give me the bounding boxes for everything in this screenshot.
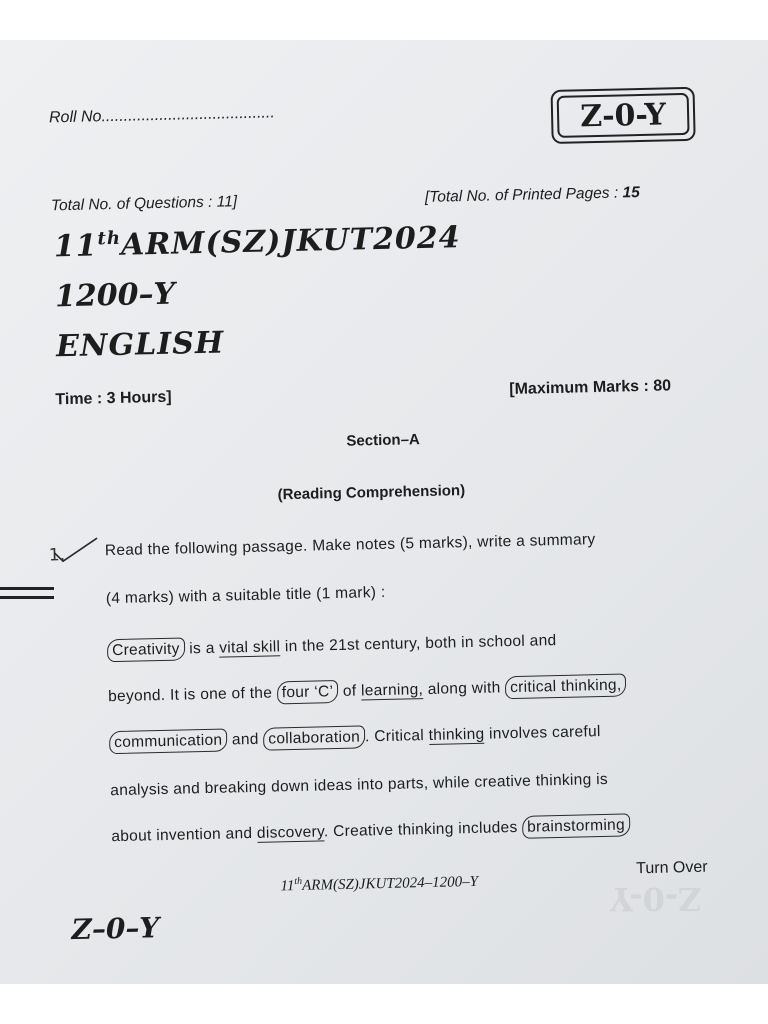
passage-text: is a: [189, 639, 215, 658]
roll-dots: ......................................: [105, 104, 275, 126]
passage-text: of: [342, 682, 357, 700]
exam-page: [0, 40, 768, 984]
paper-title-sup: th: [97, 227, 122, 250]
subject-title: ENGLISH: [55, 325, 225, 365]
passage-text: along with: [427, 679, 501, 698]
underlined-learning: learning,: [360, 681, 424, 700]
question-instruction-line1: Read the following passage. Make notes (5 marks), write a summary: [104, 531, 596, 560]
passage-text: beyond. It is one of the: [107, 684, 273, 706]
passage-line-4: analysis and breaking down ideas into parts, while creative thinking is: [110, 770, 609, 800]
passage-text: involves careful: [488, 723, 601, 743]
page-content: [0, 40, 768, 984]
circled-word-creativity: Creativity: [107, 637, 185, 662]
paper-code-box: [551, 87, 696, 144]
footer-code-rest: ARM(SZ)JKUT2024–1200–Y: [301, 873, 479, 894]
passage-text: and: [231, 730, 259, 749]
total-questions: Total No. of Questions : 11]: [50, 193, 238, 215]
total-pages-label: [Total No. of Printed Pages :: [424, 184, 619, 206]
turn-over-note: Turn Over: [636, 858, 708, 878]
total-pages: [425, 184, 640, 207]
underlined-thinking: thinking: [428, 725, 485, 744]
passage-line-2: [108, 676, 627, 706]
total-pages-value: 15: [622, 184, 640, 202]
corner-paper-code: Z–0–Y: [71, 911, 160, 947]
circled-collaboration: collaboration: [263, 725, 365, 750]
passage-line-3: [109, 723, 601, 752]
circled-critical-thinking: critical thinking,: [505, 673, 627, 699]
paper-title-prefix: 11: [53, 228, 99, 265]
passage-text: . Critical: [364, 727, 425, 746]
circled-brainstorming: brainstorming: [522, 813, 630, 838]
footer-code-prefix: 11: [280, 878, 295, 895]
paper-title-rest: ARM(SZ)JKUT2024: [120, 220, 461, 263]
passage-line-1: [107, 632, 557, 660]
passage-text: about invention and: [111, 824, 253, 846]
margin-mark-line: [0, 587, 54, 590]
underlined-discovery: discovery: [256, 823, 325, 842]
paper-subcode: 1200–Y: [54, 276, 176, 315]
question-instruction-line2: (4 marks) with a suitable title (1 mark) :: [105, 583, 386, 608]
section-subtitle: (Reading Comprehension): [277, 482, 466, 504]
paper-title: [54, 220, 461, 264]
passage-text: in the 21st century, both in school and: [284, 632, 557, 656]
max-marks: [Maximum Marks : 80: [509, 377, 672, 399]
passage-line-5: [111, 816, 630, 846]
paper-code: Z-0-Y: [557, 93, 690, 138]
bleed-through-watermark: Z-0-Y: [610, 880, 702, 918]
margin-mark-line: [0, 596, 54, 599]
circled-four-c: four ‘C’: [277, 680, 339, 704]
underlined-vital-skill: vital skill: [219, 638, 281, 657]
check-mark-icon: [50, 534, 101, 565]
circled-communication: communication: [109, 729, 228, 755]
exam-time: Time : 3 Hours]: [55, 388, 172, 409]
question-number: 1.: [48, 545, 66, 566]
footer-paper-code: [280, 872, 478, 895]
roll-number-field: [49, 104, 275, 127]
roll-label: Roll No.: [48, 108, 107, 127]
footer-code-sup: th: [294, 875, 303, 888]
section-heading: Section–A: [346, 431, 420, 450]
passage-text: . Creative thinking includes: [323, 818, 518, 841]
